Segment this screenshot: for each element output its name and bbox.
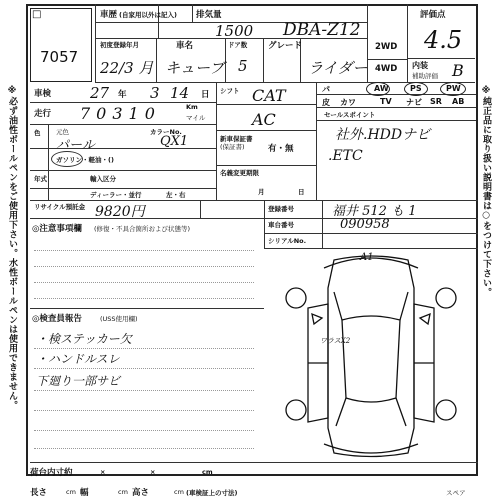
ext-color-sub: 元色 [56,128,69,136]
color-no-value: QX1 [160,134,189,149]
inspection-day: 14 [170,84,190,102]
first-reg-value: 22/3 月 [100,59,154,77]
import-value: ディーラー・並行 [90,191,142,199]
ps-circle [404,82,428,96]
recycle-label: リサイクル預託金 [34,203,86,211]
inspector-line-1: ・検ステッカー欠 [36,332,132,346]
warranty-label: 新車保証書 [220,135,253,143]
equip-aw: AW [374,84,389,93]
width-label: 幅 [80,488,89,498]
equip-pw: PW [446,84,461,93]
equip-sr: SR [430,97,442,106]
dims-label: 荷台内寸約 [30,468,73,478]
name-change-day: 日 [298,188,305,196]
damage-mark-a1: A1 [360,252,374,263]
equip-kawa: カワ [340,98,356,107]
notes-title: ◎注意事項欄 [32,224,82,234]
registration-note: (車検証上の寸法) [186,489,238,497]
inspection-label: 車検 [34,89,52,99]
interior-sub: 補助評価 [412,72,438,80]
cm-top: cm [202,468,213,476]
model-code-value: DBA-Z12 [283,20,361,40]
shift-value: CAT [252,86,286,105]
height-label: 高さ [132,488,150,498]
sales-point-2: .ETC [328,148,363,164]
color-no-label: カラーNo. [150,128,182,136]
sales-point-1: 社外.HDDナビ [335,127,431,143]
interior-label: 内装 [412,61,428,70]
chassis-label: 車台番号 [268,221,294,229]
day-unit: 日 [201,90,210,100]
displacement-label: 排気量 [196,10,222,20]
displacement-value: 1500 [215,22,254,40]
equip-navi: ナビ [406,98,422,107]
length-label: 長さ [30,488,48,498]
history-label: 車歴 (自家用以外は記入) [100,10,177,20]
times-2: × [150,468,156,476]
import-label: 輸入区分 [90,175,116,183]
chassis-value: 090958 [340,217,390,232]
car-name-value: キューブ [165,59,225,77]
left-side-note: ※必ず油性ボールペンをご使用下さい。水性ボールペンは使用できません。 [7,86,17,410]
score-value: 4.5 [424,26,463,54]
times-1: × [100,468,106,476]
equip-leather: 皮 [322,98,330,107]
name-change-month: 月 [258,188,265,196]
car-name-label: 車名 [176,41,194,51]
equip-tv: TV [380,97,392,106]
reg-no-label: 登録番号 [268,205,294,213]
ext-color-value: パール [56,138,95,153]
first-reg-label: 初度登録年月 [100,41,139,49]
aw-circle [366,82,390,96]
mileage-value: 70310 [80,104,161,123]
inspector-subtitle: (USS使用欄) [100,315,138,323]
warranty-sub: (保証書) [220,143,245,151]
lot-square: □ [32,9,42,20]
grade-value: ライダー [308,59,368,77]
inspector-title: ◎検査員報告 [32,314,82,324]
reg-no-value: 福井 512 も 1 [332,204,417,219]
recycle-value: 9820円 [95,204,145,220]
damage-mark-glass: ワラスX2 [320,337,351,345]
lot-number: 7057 [40,48,79,66]
inspection-year: 27 [90,84,110,102]
doors-label: ドア数 [228,41,248,49]
pw-circle [440,82,466,96]
handle-label: 左・右 [166,191,186,199]
year-unit: 年 [118,90,127,100]
inspector-line-2: ・ハンドルスレ [36,352,120,366]
serial-label: シリアルNo. [268,237,307,245]
equip-ab: AB [452,97,465,106]
spare-label: スペア [446,489,466,497]
grade-label: グレード [268,41,303,51]
inspector-line-3: 下廻り一部サビ [36,374,121,388]
shift-label: シフト [220,87,240,95]
inspection-month: 3 [150,84,160,102]
doors-value: 5 [238,57,248,75]
km-unit: Km [186,103,198,111]
year-model-label: 年式 [34,175,47,183]
score-label: 評価点 [420,10,446,20]
fuel-selected-circle [51,151,83,167]
ac-value: AC [252,110,276,129]
notes-subtitle: (修復・不具合箇所および状態等) [94,225,191,233]
equip-ps: PS [410,84,422,93]
cm-length: cm [66,488,76,496]
drive-4wd: 4WD [375,64,398,74]
drive-2wd: 2WD [375,42,398,52]
cm-width: cm [118,488,128,496]
mile-unit: マイル [186,114,206,122]
fuel-label: ガソリン・軽油・() [56,156,114,164]
warranty-options: 有・無 [268,144,294,154]
sales-point-label: セールスポイント [324,111,376,119]
right-side-note: ※純正品に取り扱い説明書は○をつけて下さい。 [481,86,491,297]
cm-height: cm [174,488,184,496]
equip-pa: パ [322,85,330,94]
mileage-label: 走行 [34,109,52,119]
interior-value: B [452,61,464,80]
name-change-label: 名義変更期限 [220,169,259,177]
ext-color-label: 色 [34,129,41,137]
car-diagram [264,248,478,462]
